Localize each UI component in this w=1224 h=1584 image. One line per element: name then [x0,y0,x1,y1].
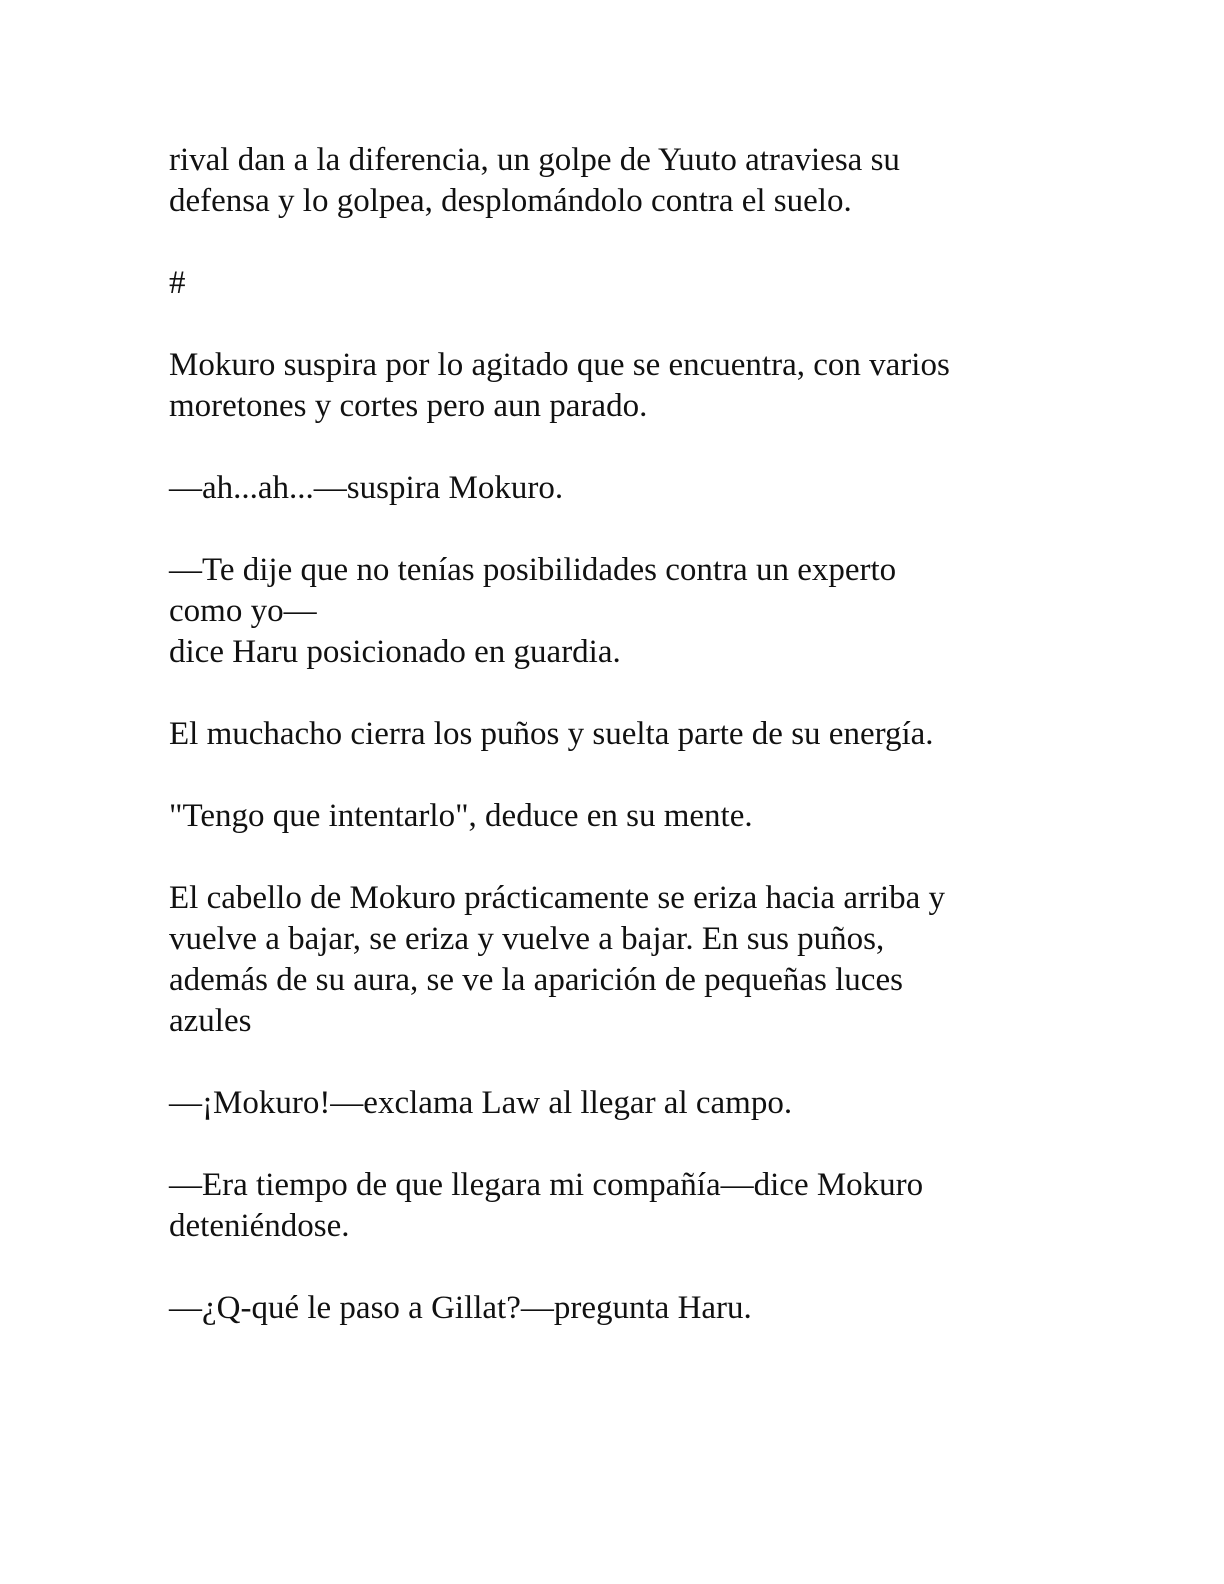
paragraph: El cabello de Mokuro prácticamente se eriza hacia arriba y vuelve a bajar, se eriza y vuelve a bajar. En sus puños, además de su aura, se ve la aparición de pequeñas luces azules [169,880,946,1039]
dialogue-line: —ah...ah...—suspira Mokuro. [169,470,564,506]
paragraph: "Tengo que intentarlo", deduce en su mente. [169,798,753,834]
paragraph: rival dan a la diferencia, un golpe de Yuuto atraviesa su defensa y lo golpea, desplomándolo contra el suelo. [169,142,900,219]
dialogue-line: —¿Q-qué le paso a Gillat?—pregunta Haru. [169,1290,752,1326]
paragraph: El muchacho cierra los puños y suelta parte de su energía. [169,716,934,752]
document-body [169,140,1049,1370]
paragraph: Mokuro suspira por lo agitado que se encuentra, con varios moretones y cortes pero aun parado. [169,347,950,424]
scene-break: # [169,265,186,301]
dialogue-line: —Era tiempo de que llegara mi compañía—dice Mokuro deteniéndose. [169,1167,924,1244]
dialogue-line: —¡Mokuro!—exclama Law al llegar al campo. [169,1085,793,1121]
dialogue-line: —Te dije que no tenías posibilidades contra un experto como yo— dice Haru posicionado en guardia. [169,552,897,670]
